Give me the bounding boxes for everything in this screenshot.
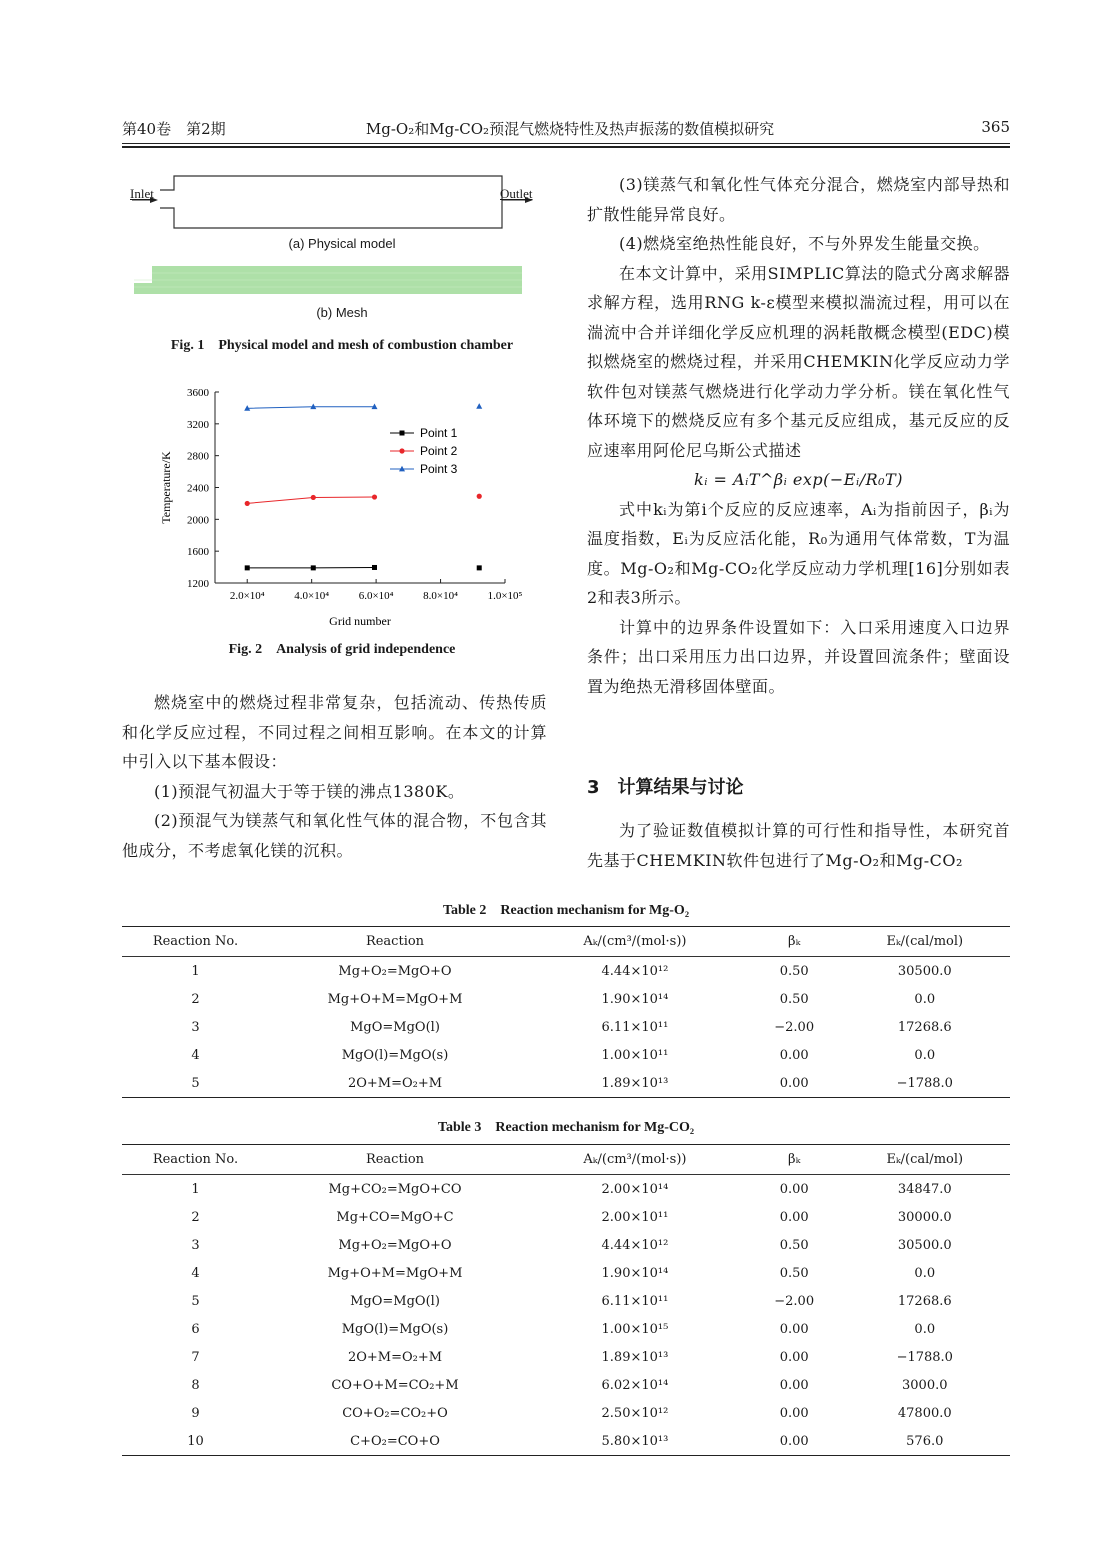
y-tick-label: 2000 bbox=[187, 514, 209, 527]
table-cell: Mg+CO₂=MgO+CO bbox=[328, 1181, 462, 1197]
t2-header-a: Aₖ/(cm³/(mol·s)) bbox=[521, 927, 749, 957]
table-cell: CO+O₂=CO₂+O bbox=[342, 1405, 448, 1421]
y-tick-label: 2400 bbox=[187, 482, 209, 495]
table-cell: 3 bbox=[191, 1019, 200, 1035]
arrhenius-equation: kᵢ = AᵢT^βᵢ exp(−Eᵢ/R₀T) bbox=[694, 470, 903, 489]
table-cell: 0.00 bbox=[779, 1047, 809, 1063]
data-point bbox=[311, 565, 316, 570]
paragraph-assumption-4: (4)燃烧室绝热性能良好，不与外界发生能量交换。 bbox=[619, 234, 990, 253]
table-cell: 7 bbox=[191, 1349, 200, 1365]
table-cell: 1 bbox=[191, 1181, 200, 1197]
table-cell: 5.80×10¹³ bbox=[601, 1433, 669, 1449]
table-row bbox=[122, 1287, 1010, 1315]
x-tick-label: 8.0×10⁴ bbox=[423, 590, 458, 602]
table-cell: 47800.0 bbox=[897, 1405, 952, 1421]
table-cell: Mg+O+M=MgO+M bbox=[327, 1265, 463, 1281]
table-cell: CO+O+M=CO₂+M bbox=[331, 1377, 459, 1393]
legend-label: Point 3 bbox=[420, 462, 458, 476]
table-row bbox=[122, 1315, 1010, 1343]
table-row bbox=[122, 957, 1010, 986]
data-point bbox=[372, 565, 377, 570]
y-tick-label: 3200 bbox=[187, 418, 209, 431]
table-row bbox=[122, 1041, 1010, 1069]
table-cell: 4 bbox=[191, 1047, 200, 1063]
table-cell: 2 bbox=[191, 991, 200, 1007]
running-title: Mg-O₂和Mg-CO₂预混气燃烧特性及热声振荡的数值模拟研究 bbox=[365, 120, 775, 138]
t2-header-beta: βₖ bbox=[749, 927, 840, 957]
table-cell: 4 bbox=[191, 1265, 200, 1281]
table-cell: 0.00 bbox=[779, 1209, 809, 1225]
table-cell: 6.11×10¹¹ bbox=[601, 1293, 669, 1309]
table-cell: MgO(l)=MgO(s) bbox=[341, 1321, 449, 1337]
table-cell: −1788.0 bbox=[896, 1075, 953, 1091]
table-cell: 30500.0 bbox=[897, 963, 952, 979]
paragraph-method: 在本文计算中，采用SIMPLIC算法的隐式分离求解器求解方程，选用RNG k-ε模型来模拟湍流过程，用可以在湍流中合并详细化学反应机理的涡耗散概念模型(EDC)模拟燃烧室的燃烧过程，并采用CHEMKIN化学反应动力学软件包对镁蒸气燃烧进行化学动力学分析。镁在氧化性气体环境下的燃烧反应有多个基元反应组成，基元反应的反应速率用阿伦尼乌斯公式描述 bbox=[587, 263, 1010, 460]
x-axis-label: Grid number bbox=[329, 614, 391, 628]
table-2-caption: Table 2 Reaction mechanism for Mg-O₂ bbox=[442, 903, 690, 918]
table-cell: 1 bbox=[191, 963, 200, 979]
data-point bbox=[477, 494, 482, 499]
right-column-text bbox=[587, 170, 1010, 701]
page-number: 365 bbox=[981, 118, 1010, 136]
table-cell: 30000.0 bbox=[897, 1209, 952, 1225]
table-2 bbox=[122, 926, 1010, 1098]
legend-marker bbox=[400, 431, 405, 436]
table-cell: MgO=MgO(l) bbox=[350, 1019, 440, 1035]
y-tick-label: 1200 bbox=[187, 578, 209, 590]
paragraph-assumption-1: (1)预混气初温大于等于镁的沸点1380K。 bbox=[154, 781, 465, 801]
paragraph-validation: 为了验证数值模拟计算的可行性和指导性，本研究首先基于CHEMKIN软件包进行了Mg-O₂和Mg-CO₂ bbox=[587, 821, 1010, 870]
data-point bbox=[245, 565, 250, 570]
table-row bbox=[122, 1427, 1010, 1456]
y-axis-label: Temperature/K bbox=[159, 451, 173, 524]
table-cell: 34847.0 bbox=[897, 1181, 952, 1197]
table-cell: 17268.6 bbox=[897, 1019, 952, 1035]
table-cell: 5 bbox=[191, 1293, 200, 1309]
paragraph-boundary: 计算中的边界条件设置如下：入口采用速度入口边界条件；出口采用压力出口边界，并设置回流条件；壁面设置为绝热无滑移固体壁面。 bbox=[587, 617, 1010, 696]
table-cell: 0.0 bbox=[914, 991, 936, 1007]
table-cell: 6.02×10¹⁴ bbox=[601, 1377, 669, 1393]
paragraph-assumption-3: (3)镁蒸气和氧化性气体充分混合，燃烧室内部导热和扩散性能异常良好。 bbox=[587, 175, 1010, 224]
table-cell: 2O+M=O₂+M bbox=[347, 1075, 443, 1091]
figure-1b-label: (b) Mesh bbox=[316, 305, 368, 320]
table-cell: 1.89×10¹³ bbox=[601, 1075, 669, 1091]
table-cell: 0.50 bbox=[779, 1237, 809, 1253]
table-cell: 4.44×10¹² bbox=[601, 963, 669, 979]
table-cell: 0.50 bbox=[779, 963, 809, 979]
table-cell: 2O+M=O₂+M bbox=[347, 1349, 443, 1365]
y-tick-label: 2800 bbox=[187, 450, 209, 463]
table-cell: 0.50 bbox=[779, 1265, 809, 1281]
outlet-label: Outlet bbox=[500, 186, 533, 201]
t2-header-no: Reaction No. bbox=[122, 927, 269, 957]
t2-header-reaction: Reaction bbox=[269, 927, 521, 957]
t2-header-e: Eₖ/(cal/mol) bbox=[840, 927, 1010, 957]
inlet-label: Inlet bbox=[130, 186, 154, 201]
x-tick-label: 4.0×10⁴ bbox=[294, 590, 330, 602]
table-cell: 3 bbox=[191, 1237, 200, 1253]
paragraph-assumptions: 燃烧室中的燃烧过程非常复杂，包括流动、传热传质和化学反应过程，不同过程之间相互影响。在本文的计算中引入以下基本假设： bbox=[122, 693, 547, 771]
table-cell: 6 bbox=[191, 1321, 200, 1337]
table-row bbox=[122, 1371, 1010, 1399]
table-row bbox=[122, 1231, 1010, 1259]
table-3 bbox=[122, 1144, 1010, 1456]
table-cell: 4.44×10¹² bbox=[601, 1237, 669, 1253]
table-row bbox=[122, 1203, 1010, 1231]
t3-header-no: Reaction No. bbox=[122, 1145, 269, 1175]
table-cell: 1.00×10¹⁵ bbox=[601, 1321, 669, 1337]
table-cell: 2.00×10¹⁴ bbox=[601, 1181, 669, 1197]
header-rule-thick bbox=[122, 146, 1010, 148]
table-row bbox=[122, 985, 1010, 1013]
table-cell: 5 bbox=[191, 1075, 200, 1091]
table-row bbox=[122, 1175, 1010, 1204]
table-row bbox=[122, 1259, 1010, 1287]
x-tick-label: 6.0×10⁴ bbox=[358, 590, 394, 602]
table-cell: 0.00 bbox=[779, 1377, 809, 1393]
y-tick-label: 1600 bbox=[187, 546, 209, 559]
data-point bbox=[477, 565, 482, 570]
table-cell: 1.90×10¹⁴ bbox=[601, 1265, 669, 1281]
table-3-caption: Table 3 Reaction mechanism for Mg-CO₂ bbox=[437, 1120, 695, 1135]
table-cell: 0.00 bbox=[779, 1181, 809, 1197]
y-tick-label: 3600 bbox=[187, 387, 209, 399]
table-cell: 6.11×10¹¹ bbox=[601, 1019, 669, 1035]
legend-label: Point 2 bbox=[420, 444, 458, 458]
paragraph-symbols: 式中kᵢ为第i个反应的反应速率，Aᵢ为指前因子，βᵢ为温度指数，Eᵢ为反应活化能，R₀为通用气体常数，T为温度。Mg-O₂和Mg-CO₂化学反应动力学机理[16]分别如表2和表3所示。 bbox=[587, 499, 1010, 607]
data-point bbox=[372, 494, 377, 499]
table-cell: 0.0 bbox=[914, 1321, 936, 1337]
table-cell: MgO=MgO(l) bbox=[350, 1293, 440, 1309]
table-cell: 0.00 bbox=[779, 1433, 809, 1449]
table-cell: MgO(l)=MgO(s) bbox=[341, 1047, 449, 1063]
data-point bbox=[311, 495, 316, 500]
table-cell: 0.0 bbox=[914, 1047, 936, 1063]
journal-issue: 第40卷 第2期 bbox=[122, 120, 226, 138]
table-cell: −1788.0 bbox=[896, 1349, 953, 1365]
table-cell: −2.00 bbox=[774, 1293, 815, 1309]
table-cell: 1.89×10¹³ bbox=[601, 1349, 669, 1365]
table-cell: 576.0 bbox=[906, 1433, 944, 1449]
t3-header-reaction: Reaction bbox=[269, 1145, 521, 1175]
table-cell: Mg+O+M=MgO+M bbox=[327, 991, 463, 1007]
table-cell: Mg+O₂=MgO+O bbox=[338, 1237, 452, 1253]
data-point bbox=[245, 501, 250, 506]
table-cell: 0.00 bbox=[779, 1075, 809, 1091]
table-cell: 2.50×10¹² bbox=[601, 1405, 669, 1421]
table-cell: C+O₂=CO+O bbox=[350, 1433, 440, 1449]
figure-2-caption: Fig. 2 Analysis of grid independence bbox=[228, 642, 456, 657]
table-cell: 3000.0 bbox=[902, 1377, 948, 1393]
figure-1a-label: (a) Physical model bbox=[288, 236, 396, 251]
section-3-title: 3 计算结果与讨论 bbox=[587, 777, 744, 798]
right-column-text-2 bbox=[587, 816, 1010, 875]
table-row bbox=[122, 1343, 1010, 1371]
data-point bbox=[476, 403, 482, 409]
t3-header-a: Aₖ/(cm³/(mol·s)) bbox=[521, 1145, 749, 1175]
x-tick-label: 2.0×10⁴ bbox=[229, 590, 265, 602]
legend-label: Point 1 bbox=[420, 426, 458, 440]
table-cell: 10 bbox=[187, 1433, 204, 1449]
table-cell: 0.0 bbox=[914, 1265, 936, 1281]
table-cell: 17268.6 bbox=[897, 1293, 952, 1309]
table-cell: 0.00 bbox=[779, 1321, 809, 1337]
table-cell: 0.50 bbox=[779, 991, 809, 1007]
table-cell: 1.90×10¹⁴ bbox=[601, 991, 669, 1007]
t3-header-beta: βₖ bbox=[749, 1145, 840, 1175]
table-cell: Mg+CO=MgO+C bbox=[336, 1209, 454, 1225]
figure-1-caption: Fig. 1 Physical model and mesh of combustion chamber bbox=[170, 338, 514, 353]
table-cell: Mg+O₂=MgO+O bbox=[338, 963, 452, 979]
legend-marker bbox=[399, 448, 404, 453]
table-row bbox=[122, 1013, 1010, 1041]
table-cell: −2.00 bbox=[774, 1019, 815, 1035]
grid-independence-chart bbox=[150, 378, 550, 633]
table-cell: 30500.0 bbox=[897, 1237, 952, 1253]
table-cell: 0.00 bbox=[779, 1349, 809, 1365]
table-cell: 0.00 bbox=[779, 1405, 809, 1421]
table-row bbox=[122, 1399, 1010, 1427]
paragraph-assumption-2: (2)预混气为镁蒸气和氧化性气体的混合物，不包含其他成分，不考虑氧化镁的沉积。 bbox=[122, 811, 547, 860]
table-cell: 2.00×10¹¹ bbox=[601, 1209, 669, 1225]
left-column-text bbox=[122, 688, 547, 865]
t3-header-e: Eₖ/(cal/mol) bbox=[840, 1145, 1010, 1175]
table-cell: 2 bbox=[191, 1209, 200, 1225]
table-cell: 8 bbox=[191, 1377, 200, 1393]
header-rule-thin bbox=[122, 143, 1010, 144]
table-cell: 9 bbox=[191, 1405, 200, 1421]
x-tick-label: 1.0×10⁵ bbox=[487, 590, 523, 602]
table-cell: 1.00×10¹¹ bbox=[601, 1047, 669, 1063]
table-row bbox=[122, 1069, 1010, 1098]
